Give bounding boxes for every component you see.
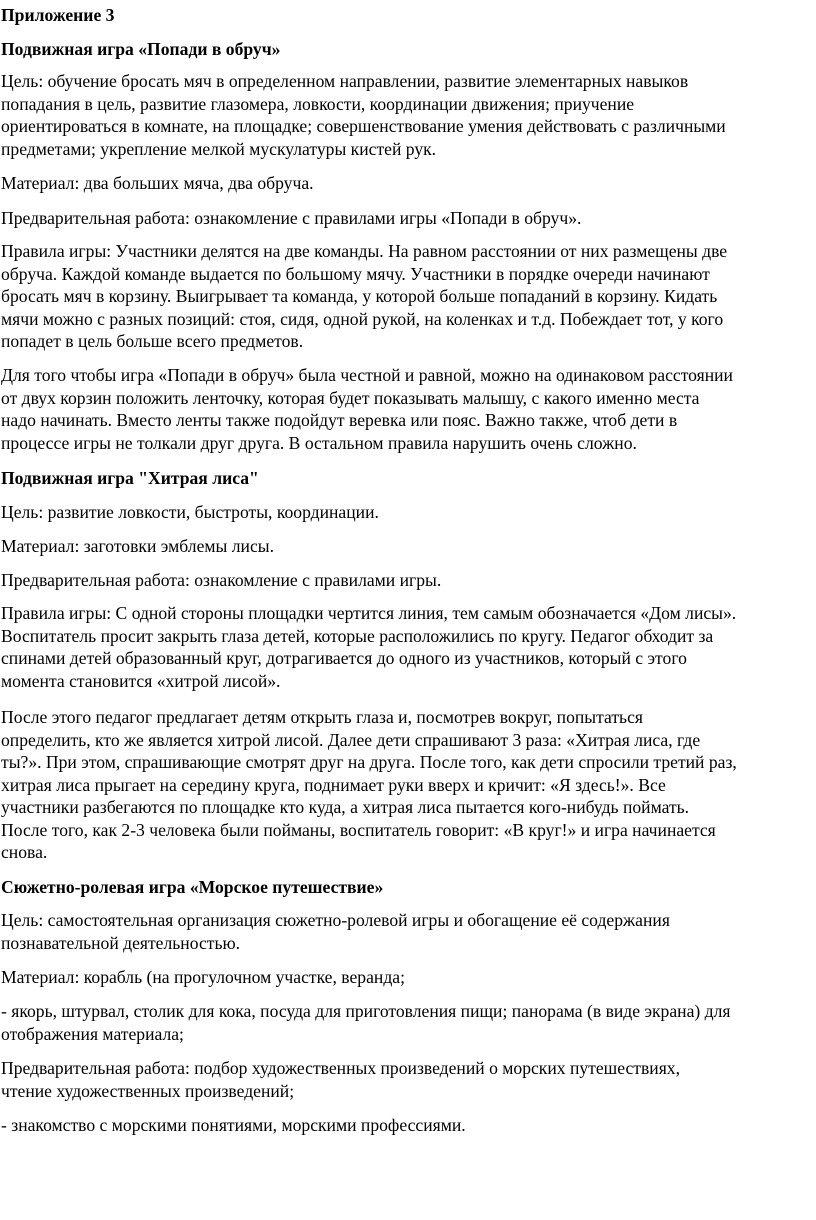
text-line: После того, как 2-3 человека были пойманы, воспитатель говорит: «В круг!» и игра начинается — [1, 819, 716, 840]
game1-rules — [1, 240, 816, 353]
game1-title: Подвижная игра «Попади в обруч» — [1, 39, 281, 59]
game1-prep: Предварительная работа: ознакомление с правилами игры «Попади в обруч». — [1, 208, 582, 228]
text-line: - якорь, штурвал, столик для кока, посуда для приготовления пищи; панорама (в виде экрана) для — [1, 1001, 731, 1021]
appendix-title: Приложение 3 — [1, 5, 115, 25]
text-line: После этого педагог предлагает детям открыть глаза и, посмотрев вокруг, попытаться — [1, 707, 643, 727]
text-line: Цель: самостоятельная организация сюжетно-ролевой игры и обогащение её содержания — [1, 910, 670, 930]
text-line: Воспитатель просит закрыть глаза детей, которые расположились по кругу. Педагог обходит за — [1, 625, 714, 646]
text-line: Цель: обучение бросать мяч в определенном направлении, развитие элементарных навыков — [1, 71, 689, 91]
text-line: процессе игры не толкали друг друга. В остальном правила нарушить очень сложно. — [1, 432, 637, 453]
game3-acquaintance: - знакомство с морскими понятиями, морскими профессиями. — [1, 1115, 466, 1135]
text-line: хитрая лиса прыгает на середину круга, поднимает руки вверх и кричит: «Я здесь!». Все — [1, 774, 666, 795]
text-line: ориентироваться в комнате, на площадке; совершенствование умения действовать с различными — [1, 116, 726, 136]
game1-material: Материал: два больших мяча, два обруча. — [1, 173, 314, 193]
text-line: участники разбегаются по площадке кто куда, а хитрая лиса пытается кого-нибудь поймать. — [1, 797, 690, 817]
game2-goal: Цель: развитие ловкости, быстроты, координации. — [1, 502, 379, 522]
game2-prep: Предварительная работа: ознакомление с правилами игры. — [1, 570, 442, 590]
game1-goal — [1, 70, 816, 160]
game2-title: Подвижная игра "Хитрая лиса" — [1, 468, 259, 488]
text-line: определить, кто же является хитрой лисой. Далее дети спрашивают 3 раза: «Хитрая лиса, где — [1, 729, 701, 750]
text-line: попадания в цель, развитие глазомера, ловкости, координации движения; приучение — [1, 93, 635, 114]
text-line: снова. — [1, 842, 48, 862]
game2-material: Материал: заготовки эмблемы лисы. — [1, 536, 274, 556]
game2-continuation — [1, 706, 816, 864]
text-line: предметами; укрепление мелкой мускулатуры кистей рук. — [1, 138, 437, 159]
text-line: надо начинать. Вместо ленты также подойдут веревка или пояс. Важно также, чтоб дети в — [1, 410, 678, 430]
game3-title: Сюжетно-ролевая игра «Морское путешествие» — [1, 877, 384, 897]
game3-items — [1, 1000, 816, 1045]
text-line: Предварительная работа: подбор художественных произведений о морских путешествиях, — [1, 1058, 680, 1078]
game3-material: Материал: корабль (на прогулочном участке, веранда; — [1, 967, 405, 987]
game3-goal — [1, 909, 816, 954]
text-line: Правила игры: Участники делятся на две команды. На равном расстоянии от них размещены две — [1, 241, 728, 261]
text-line: Правила игры: С одной стороны площадки чертится линия, тем самым обозначается «Дом лисы». — [1, 603, 737, 623]
text-line: Для того чтобы игра «Попади в обруч» была честной и равной, можно на одинаковом расстоянии — [1, 365, 733, 385]
game2-rules — [1, 602, 816, 692]
text-line: момента становится «хитрой лисой». — [1, 670, 281, 691]
text-line: бросать мяч в корзину. Выигрывает та команда, у которой больше попаданий в корзину. Кидать — [1, 286, 718, 306]
text-line: чтение художественных произведений; — [1, 1080, 295, 1101]
text-line: познавательной деятельностью. — [1, 932, 241, 953]
text-line: спинами детей образованный круг, дотрагивается до одного из участников, который с этого — [1, 648, 687, 668]
text-line: ты?». При этом, спрашивающие смотрят друг на друга. После того, как дети спросили третий раз, — [1, 752, 737, 772]
text-line: от двух корзин положить ленточку, которая будет показывать малышу, с какого именно места — [1, 387, 700, 408]
text-line: мячи можно с разных позиций: стоя, сидя, одной рукой, на коленках и т.д. Побеждает тот, у кого — [1, 308, 724, 329]
text-line: попадет в цель больше всего предметов. — [1, 331, 304, 351]
text-line: обруча. Каждой команде выдается по большому мячу. Участники в порядке очереди начинают — [1, 263, 710, 284]
game1-note — [1, 364, 816, 454]
text-line: отображения материала; — [1, 1023, 184, 1044]
game3-prep — [1, 1057, 816, 1102]
